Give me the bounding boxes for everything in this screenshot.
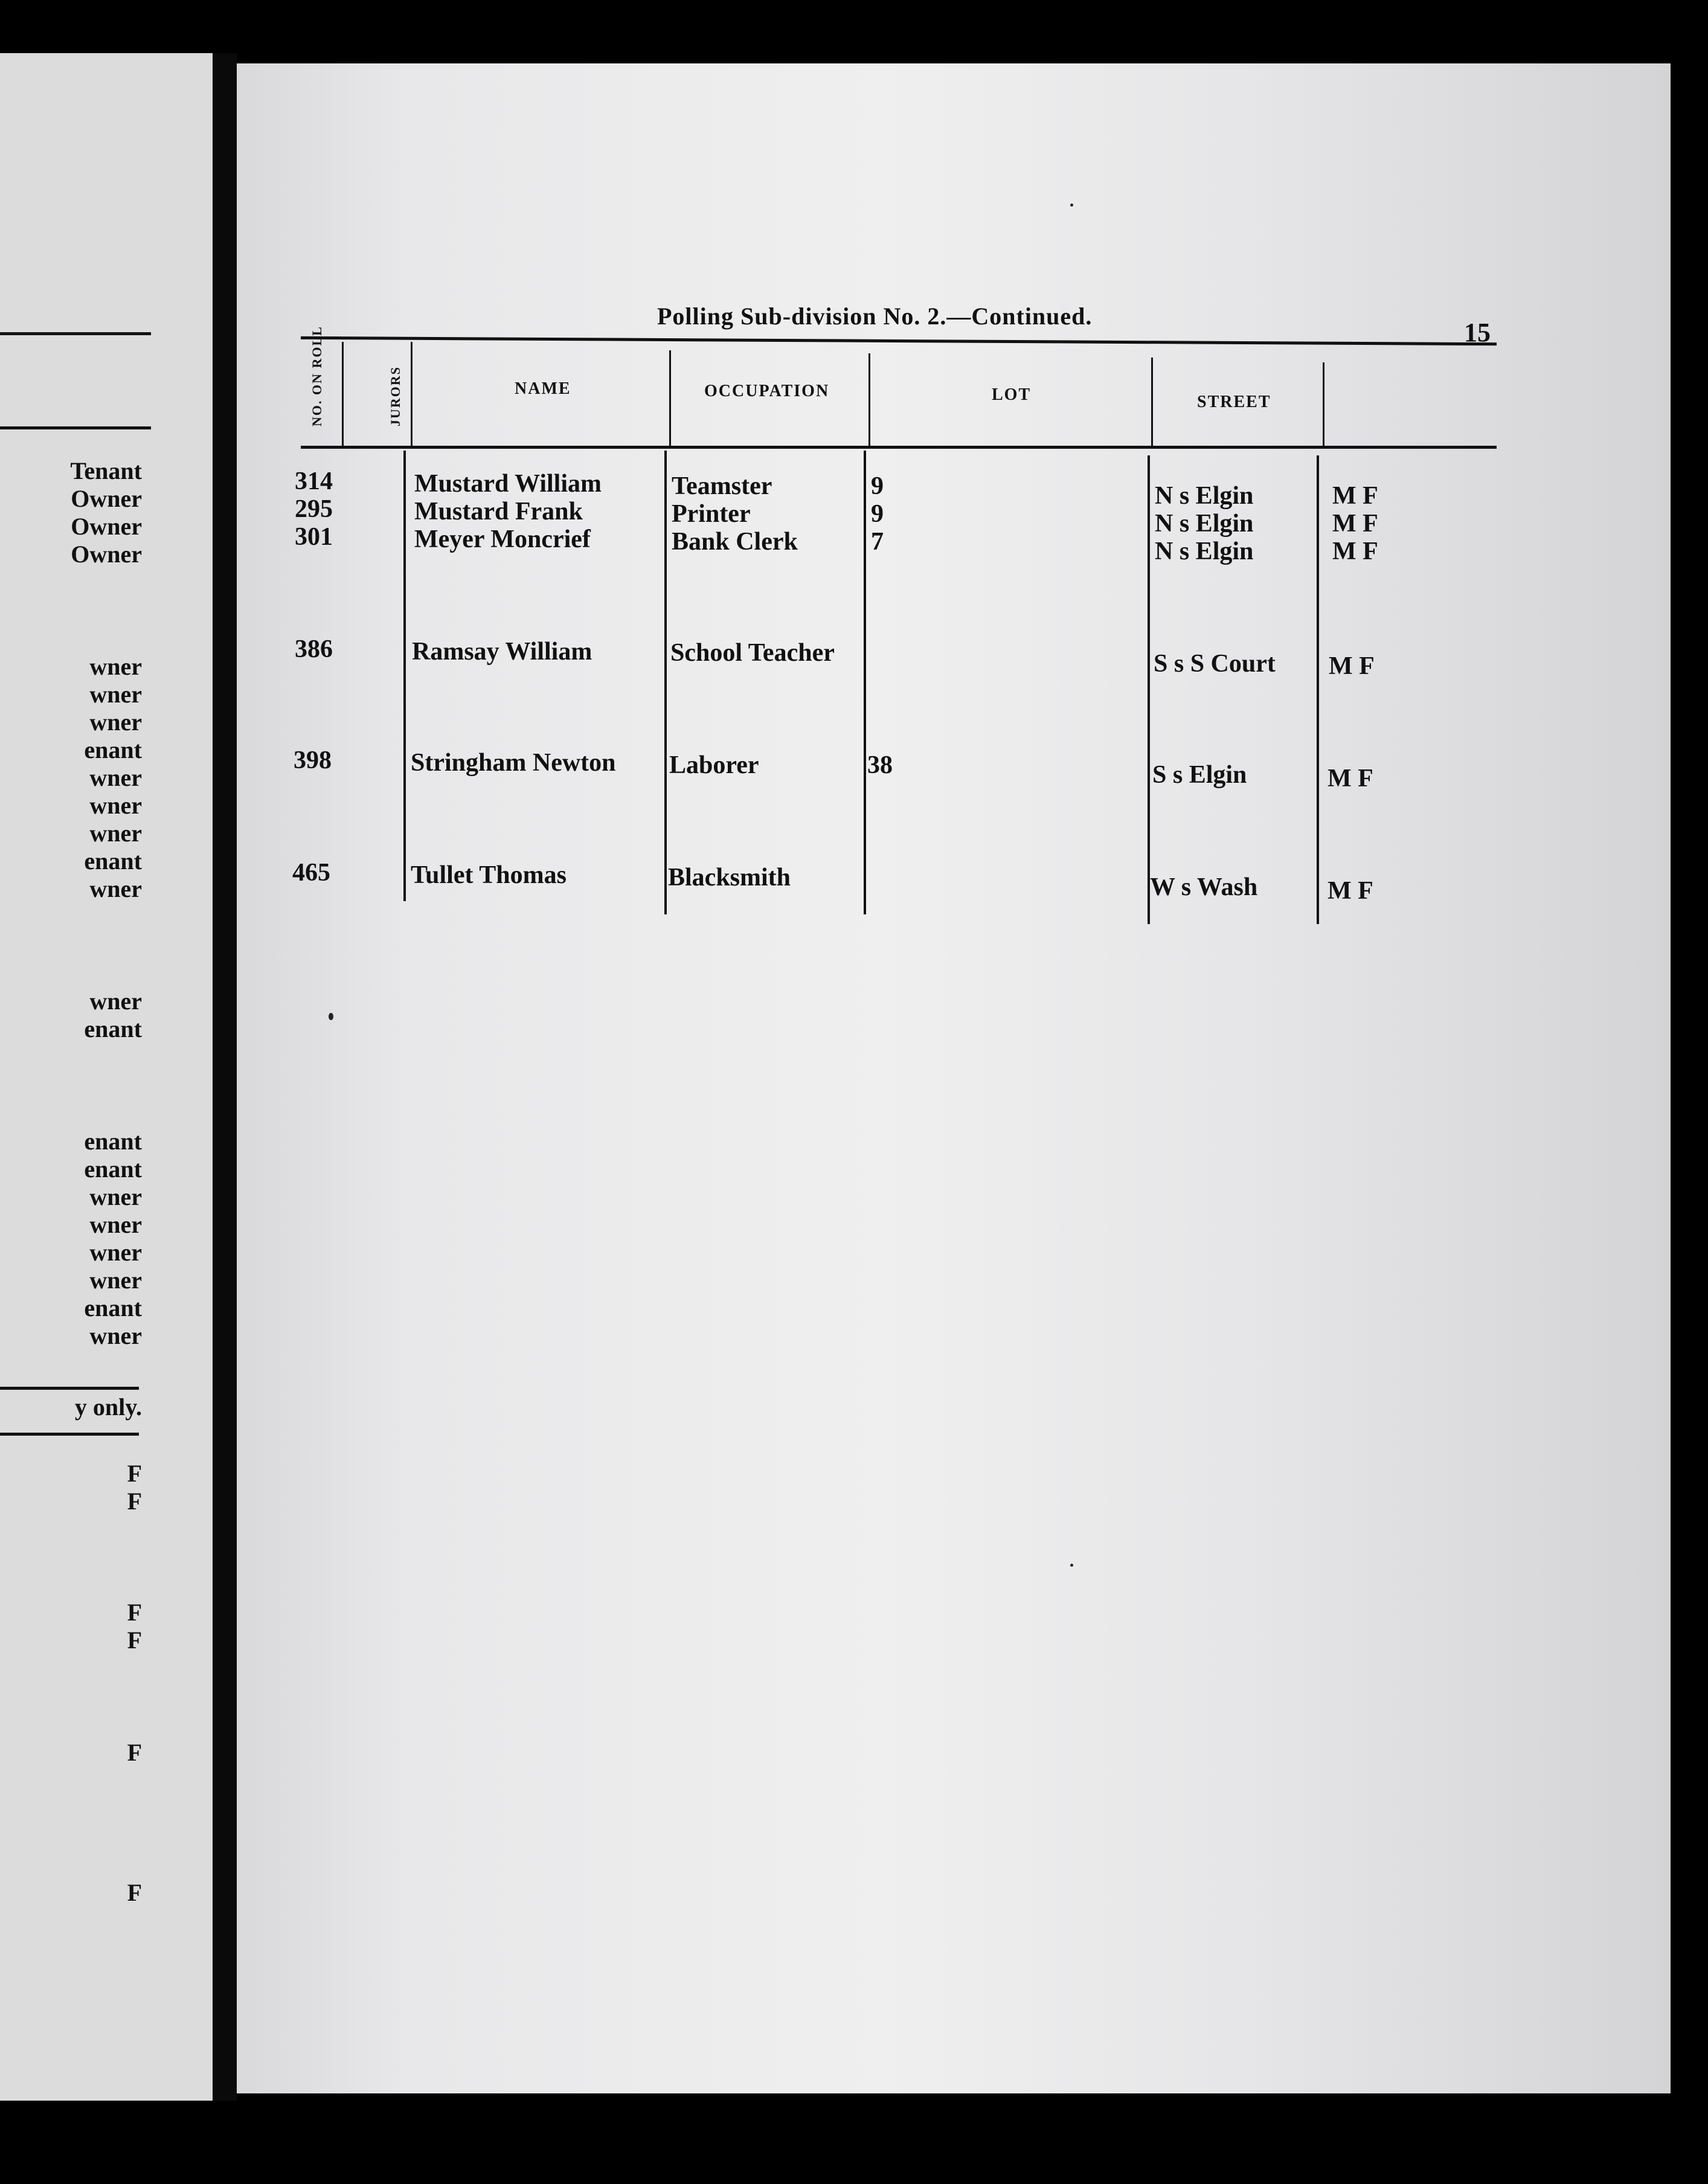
occupation: Blacksmith — [668, 864, 791, 891]
voter-name: Mustard Frank — [414, 498, 583, 525]
column-header-occupation: OCCUPATION — [704, 382, 830, 400]
left-fragment: F — [127, 1879, 142, 1906]
page-number: 15 — [1464, 318, 1491, 347]
left-fragment: F — [127, 1488, 142, 1515]
left-fragment: Owner — [71, 485, 142, 512]
roll-number: 301 — [295, 523, 333, 551]
column-header-no-on-roll: NO. ON ROLL — [309, 326, 324, 426]
left-note: y only. — [74, 1393, 142, 1421]
column-rule — [1151, 358, 1153, 446]
left-fragment: F — [127, 1460, 142, 1487]
left-fragment: wner — [89, 792, 142, 819]
lot: 9 — [871, 500, 884, 528]
column-rule — [403, 451, 406, 901]
ink-speck — [1070, 204, 1073, 207]
left-fragment: wner — [89, 875, 142, 902]
lot: 9 — [871, 472, 884, 500]
left-fragment: F — [127, 1599, 142, 1626]
mark: M F — [1332, 510, 1378, 538]
roll-number: 386 — [295, 635, 333, 663]
left-fragment: wner — [89, 1239, 142, 1266]
left-fragment: wner — [89, 764, 142, 791]
left-fragment: wner — [89, 708, 142, 736]
left-fragment: Owner — [71, 541, 142, 568]
street: S s Elgin — [1152, 761, 1247, 789]
left-fragment: F — [127, 1739, 142, 1766]
left-fragment: enant — [84, 1128, 142, 1155]
column-rule — [1323, 362, 1324, 446]
column-header-name: NAME — [515, 379, 571, 398]
mark: M F — [1332, 482, 1378, 510]
occupation: Teamster — [672, 472, 772, 500]
left-page-rule — [0, 332, 151, 335]
column-rule — [864, 451, 866, 914]
column-header-jurors: JURORS — [388, 365, 403, 426]
street: S s S Court — [1154, 650, 1276, 678]
street: W s Wash — [1150, 873, 1258, 901]
left-page-rule — [0, 426, 151, 429]
column-header-street: STREET — [1197, 393, 1271, 411]
left-fragment: enant — [84, 1294, 142, 1322]
left-fragment: wner — [89, 1322, 142, 1349]
left-fragment: enant — [84, 736, 142, 763]
page-title: Polling Sub-division No. 2.—Continued. — [657, 303, 1093, 330]
column-rule — [669, 350, 671, 446]
mark: M F — [1329, 652, 1375, 680]
mark: M F — [1332, 538, 1378, 565]
roll-number: 314 — [295, 467, 333, 495]
left-page-fragment — [0, 53, 213, 2101]
voter-name: Ramsay William — [412, 638, 592, 666]
roll-number: 398 — [294, 747, 332, 774]
column-rule — [664, 451, 667, 914]
left-fragment: wner — [89, 1211, 142, 1238]
voter-name: Meyer Moncrief — [414, 525, 591, 553]
left-page-rule — [0, 1433, 139, 1436]
left-fragment: wner — [89, 1267, 142, 1294]
left-fragment: enant — [84, 847, 142, 875]
mark: M F — [1328, 765, 1373, 792]
left-fragment: wner — [89, 820, 142, 847]
left-fragment: F — [127, 1627, 142, 1654]
occupation: Printer — [672, 500, 751, 528]
roll-number: 465 — [292, 859, 330, 887]
column-header-lot: LOT — [992, 385, 1032, 404]
street: N s Elgin — [1155, 482, 1254, 510]
left-fragment: wner — [89, 1183, 142, 1210]
lot: 7 — [871, 528, 884, 556]
left-fragment: Owner — [71, 513, 142, 540]
left-page-rule — [0, 1387, 139, 1390]
left-fragment: enant — [84, 1155, 142, 1183]
street: N s Elgin — [1155, 510, 1254, 538]
left-fragment: wner — [89, 988, 142, 1015]
occupation: School Teacher — [670, 639, 835, 667]
binding-gutter — [213, 53, 237, 2101]
column-rule — [1317, 455, 1319, 924]
occupation: Laborer — [669, 751, 759, 779]
register-page — [237, 63, 1671, 2093]
left-fragment: enant — [84, 1015, 142, 1042]
left-fragment: wner — [89, 653, 142, 680]
column-rule — [342, 342, 344, 446]
column-rule — [1148, 455, 1150, 924]
voter-name: Stringham Newton — [411, 749, 616, 777]
lot: 38 — [867, 751, 893, 779]
column-rule — [868, 353, 870, 446]
occupation: Bank Clerk — [672, 528, 798, 556]
voter-name: Mustard William — [414, 470, 602, 498]
street: N s Elgin — [1155, 538, 1254, 565]
roll-number: 295 — [295, 495, 333, 523]
left-fragment: wner — [89, 681, 142, 708]
ink-speck — [1070, 1564, 1073, 1567]
voter-name: Tullet Thomas — [411, 861, 567, 889]
column-rule — [411, 342, 413, 446]
left-fragment: Tenant — [70, 457, 142, 484]
table-header-rule — [301, 446, 1497, 449]
ink-speck — [329, 1013, 333, 1020]
mark: M F — [1328, 877, 1373, 905]
